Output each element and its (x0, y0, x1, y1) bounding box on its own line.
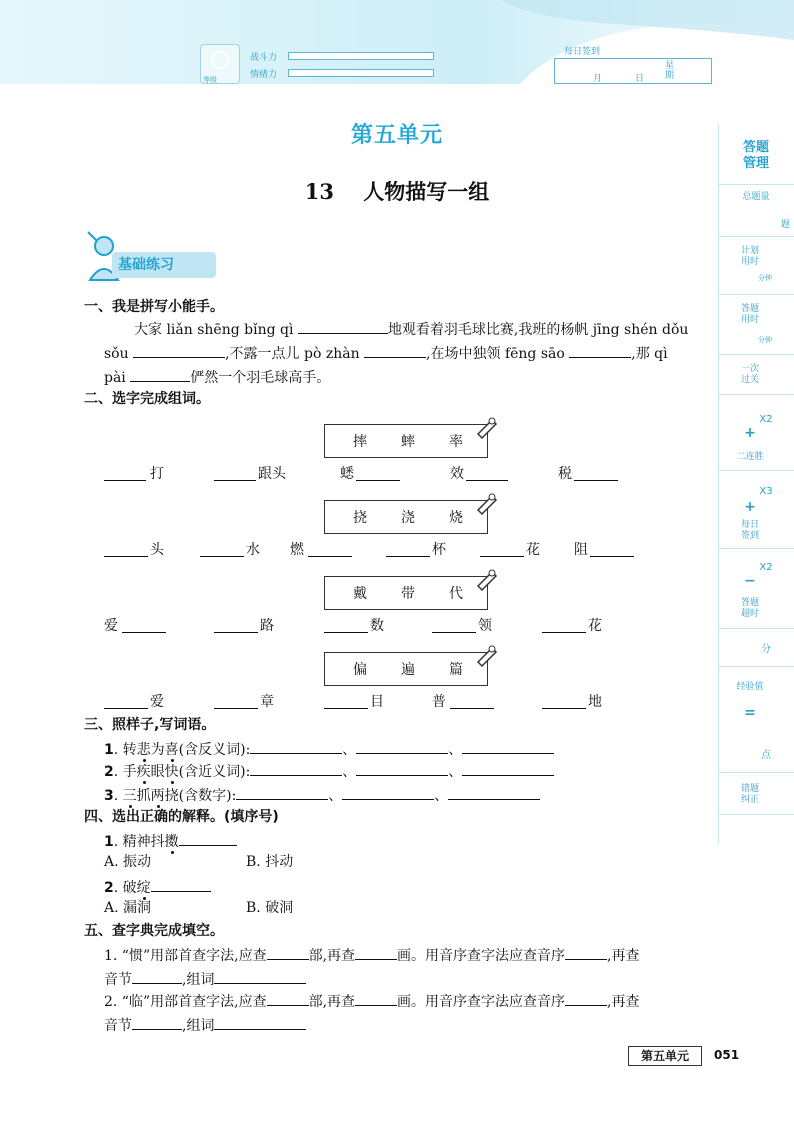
dotted-char: 擞 (164, 834, 179, 850)
q1-text: ,不露一点儿 pò zhàn (225, 346, 365, 362)
answer-blank[interactable] (364, 342, 426, 358)
word-char: 章 (260, 694, 274, 710)
word-char: 目 (370, 694, 384, 710)
separator: 、 (448, 764, 463, 780)
answer-blank[interactable] (450, 708, 494, 709)
answer-blank[interactable] (324, 708, 368, 709)
sidebar-label: 纠正 (740, 795, 759, 805)
answer-blank[interactable] (151, 876, 211, 892)
q4-item-1 (104, 830, 237, 852)
word-char: 燃 (290, 542, 304, 558)
answer-blank[interactable] (542, 632, 586, 633)
plus-icon: + (744, 499, 756, 515)
dotted-char: 三 (122, 788, 137, 804)
sidebar-label: 答题 (740, 304, 759, 314)
divider (718, 236, 794, 237)
q4-heading: 四、选出正确的解释。(填序号) (84, 809, 279, 825)
answer-blank[interactable] (298, 318, 388, 334)
q1-text: 地观看着羽毛球比赛,我班的杨帆 jīng shén dǒu (387, 322, 689, 338)
unit-label: 题 (780, 220, 790, 230)
q5-item-2-line-1 (104, 990, 639, 1012)
q5-item-1-line-2 (104, 968, 306, 990)
answer-blank[interactable] (200, 556, 244, 557)
equals-icon: = (744, 705, 756, 721)
q5-item-1-line-1 (104, 944, 639, 966)
answer-blank[interactable] (386, 556, 430, 557)
q5-text: 1. “惯”用部首查字法,应查 (104, 948, 267, 964)
answer-blank[interactable] (122, 632, 166, 633)
answer-management-sidebar (718, 124, 794, 824)
dotted-char: 绽 (136, 880, 151, 896)
word-char: 花 (588, 618, 602, 634)
char-choice-box (324, 652, 488, 686)
divider (718, 470, 794, 471)
dotted-char: 悲 (136, 742, 151, 758)
footer-unit-label: 第五单元 (628, 1046, 702, 1066)
word-char: 普 (432, 694, 446, 710)
item-number: 1 (104, 742, 114, 758)
dotted-char: 两 (150, 788, 165, 804)
q3-heading: 三、照样子,写词语。 (84, 717, 216, 733)
plus-icon: + (744, 425, 756, 441)
multiplier: X2 (759, 414, 773, 425)
word-char: 蟋 (340, 466, 354, 482)
sidebar-label: 签到 (740, 531, 759, 541)
lesson-number: 13 (304, 179, 334, 204)
q1-text: 大家 liǎn shēng bǐng qì (134, 322, 298, 338)
divider (718, 184, 794, 185)
char-choice-box (324, 500, 488, 534)
char-choice-box (324, 576, 488, 610)
q5-text: 部,再查 (308, 994, 356, 1010)
badge-label: 基础练习 (112, 252, 216, 278)
q3-item-2 (104, 760, 554, 782)
separator: 、 (434, 788, 449, 804)
q4-item-2 (104, 876, 211, 898)
q3-item-3 (104, 784, 540, 806)
q3-text: (含反义词): (178, 742, 251, 758)
choice-char: 烧 (449, 510, 463, 526)
q1-text: sǒu (104, 346, 134, 362)
unit-label: 分钟 (758, 274, 772, 282)
answer-blank[interactable] (565, 944, 607, 960)
sidebar-exp: 经验值 (736, 682, 764, 692)
sidebar-first-pass (712, 364, 788, 386)
answer-blank[interactable] (448, 784, 540, 800)
daily-sign-label: 每日签到 (564, 47, 601, 57)
answer-blank[interactable] (466, 480, 508, 481)
q3-item-1 (104, 738, 554, 760)
item-number: 3 (104, 788, 114, 804)
choice-char: 篇 (449, 662, 463, 678)
pencil-icon (474, 642, 500, 668)
char-choice-box (324, 424, 488, 458)
answer-blank[interactable] (179, 830, 237, 846)
answer-blank[interactable] (130, 366, 190, 382)
choice-char: 摔 (353, 434, 367, 450)
q4-option: A. 振动 (104, 854, 152, 870)
sidebar-two-streak: 二连胜 (736, 452, 764, 462)
divider (718, 666, 794, 667)
sidebar-label: 超时 (740, 609, 759, 619)
q1-text: ,那 qì (631, 346, 668, 362)
sidebar-total-questions: 总题量 (742, 192, 770, 202)
q5-text: 部,再查 (308, 948, 356, 964)
q3-text: 为 (150, 742, 165, 758)
section-badge (82, 228, 222, 286)
q3-text: . 手 (113, 764, 137, 780)
sidebar-label: 过关 (740, 375, 759, 385)
answer-blank[interactable] (356, 480, 400, 481)
sidebar-label: 用时 (740, 315, 759, 325)
answer-blank[interactable] (250, 760, 342, 776)
choice-char: 挠 (353, 510, 367, 526)
sidebar-label: 计划 (740, 246, 759, 256)
divider (718, 772, 794, 773)
item-number: 2 (104, 764, 114, 780)
answer-blank[interactable] (214, 708, 258, 709)
sidebar-label: 答题 (740, 598, 759, 608)
sidebar-label: 错题 (740, 784, 759, 794)
q2-heading: 二、选字完成组词。 (84, 391, 210, 407)
q5-text: ,组词 (182, 972, 215, 988)
pencil-icon (474, 414, 500, 440)
answer-blank[interactable] (132, 968, 182, 984)
word-char: 税 (558, 466, 572, 482)
multiplier: X3 (759, 486, 773, 497)
sidebar-daily-sign (712, 520, 788, 542)
divider (718, 294, 794, 295)
lesson-name: 人物描写一组 (363, 180, 490, 204)
q5-heading: 五、查字典完成填空。 (84, 923, 224, 939)
q3-text: . 转 (113, 742, 137, 758)
divider (718, 628, 794, 629)
answer-blank[interactable] (308, 556, 352, 557)
choice-char: 浇 (401, 510, 415, 526)
word-char: 杯 (432, 542, 446, 558)
q1-heading: 一、我是拼写小能手。 (84, 299, 224, 315)
answer-blank[interactable] (462, 760, 554, 776)
q5-text: 音节 (104, 1018, 132, 1034)
divider (718, 394, 794, 395)
sidebar-label: 每日 (740, 520, 759, 530)
answer-blank[interactable] (574, 480, 618, 481)
separator: 、 (328, 788, 343, 804)
word-char: 地 (588, 694, 602, 710)
unit-label: 点 (761, 750, 771, 761)
emotion-label: 情绪力 (250, 70, 278, 80)
emotion-bar (288, 69, 434, 77)
word-char: 花 (526, 542, 540, 558)
q5-text: ,再查 (607, 994, 640, 1010)
daily-sign-box[interactable] (554, 58, 712, 84)
q3-text: 挠(含数字): (164, 788, 237, 804)
word-char: 领 (478, 618, 492, 634)
q2-row-2 (0, 540, 794, 560)
answer-blank[interactable] (104, 708, 148, 709)
answer-blank[interactable] (250, 738, 342, 754)
q3-text: (含近义词): (178, 764, 251, 780)
sidebar-overtime (712, 598, 788, 620)
word-char: 头 (150, 542, 164, 558)
separator: 、 (342, 764, 357, 780)
q1-line-3 (104, 366, 330, 388)
choice-char: 率 (449, 434, 463, 450)
sidebar-title (718, 140, 794, 172)
q1-text: pài (104, 370, 131, 386)
choice-char: 遍 (401, 662, 415, 678)
unit-title: 第五单元 (350, 123, 443, 148)
dotted-char: 快 (164, 764, 179, 780)
answer-blank[interactable] (267, 990, 309, 1006)
q2-row-1 (0, 464, 794, 484)
item-number: 2 (104, 880, 114, 896)
separator: 、 (342, 742, 357, 758)
answer-blank[interactable] (236, 784, 328, 800)
sidebar-title-line: 答题 (742, 140, 769, 155)
word-char: 爱 (104, 618, 118, 634)
q4-option: B. 抖动 (246, 854, 294, 870)
q4-option: A. 漏洞 (104, 900, 152, 916)
lesson-title (0, 176, 794, 206)
multiplier: X2 (759, 562, 773, 573)
word-char: 爱 (150, 694, 164, 710)
item-number: 1 (104, 834, 114, 850)
sidebar-title-line: 管理 (742, 156, 769, 171)
answer-blank[interactable] (356, 738, 448, 754)
answer-blank[interactable] (104, 480, 146, 481)
unit-label: 分 (761, 644, 771, 655)
answer-blank[interactable] (214, 480, 256, 481)
sidebar-label: 一次 (740, 364, 759, 374)
choice-char: 蟀 (401, 434, 415, 450)
answer-blank[interactable] (590, 556, 634, 557)
word-char: 路 (260, 618, 274, 634)
unit-label: 分钟 (758, 336, 772, 344)
page-number: 051 (714, 1048, 740, 1062)
answer-blank[interactable] (480, 556, 524, 557)
q5-text: 画。用音序查字法应查音序 (397, 994, 566, 1010)
divider (718, 354, 794, 355)
choice-char: 带 (401, 586, 415, 602)
sidebar-error-correct (712, 784, 788, 806)
word-char: 效 (450, 466, 464, 482)
divider (718, 814, 794, 815)
answer-blank[interactable] (132, 1014, 182, 1030)
q1-line-1 (134, 318, 688, 340)
month-label: 月 (593, 74, 603, 84)
day-label: 日 (635, 74, 645, 84)
choice-char: 偏 (353, 662, 367, 678)
answer-blank[interactable] (432, 632, 476, 633)
q5-text: ,组词 (182, 1018, 215, 1034)
q5-item-2-line-2 (104, 1014, 306, 1036)
answer-blank[interactable] (267, 944, 309, 960)
answer-blank[interactable] (542, 708, 586, 709)
word-char: 打 (150, 466, 164, 482)
answer-blank[interactable] (324, 632, 368, 633)
answer-blank[interactable] (462, 738, 554, 754)
q1-line-2 (104, 342, 668, 364)
q5-text: 2. “临”用部首查字法,应查 (104, 994, 267, 1010)
answer-blank[interactable] (214, 632, 258, 633)
q3-text: . (113, 788, 123, 804)
pencil-icon (474, 566, 500, 592)
choice-char: 戴 (353, 586, 367, 602)
sidebar-border (718, 124, 719, 844)
answer-blank[interactable] (355, 990, 397, 1006)
answer-blank[interactable] (214, 968, 306, 984)
q5-text: ,再查 (607, 948, 640, 964)
answer-blank[interactable] (355, 944, 397, 960)
word-char: 数 (370, 618, 384, 634)
q4-text: . 破 (113, 880, 137, 896)
q4-option: B. 破洞 (246, 900, 294, 916)
q4-text: . 精神抖 (113, 834, 165, 850)
separator: 、 (448, 742, 463, 758)
divider (718, 548, 794, 549)
week-label: 星期 (665, 61, 675, 81)
choice-char: 代 (449, 586, 463, 602)
q3-text: 眼 (150, 764, 165, 780)
answer-blank[interactable] (133, 342, 225, 358)
q5-text: 音节 (104, 972, 132, 988)
fight-label: 战斗力 (250, 53, 278, 63)
answer-blank[interactable] (565, 990, 607, 1006)
word-char: 阻 (574, 542, 588, 558)
sidebar-label: 用时 (740, 257, 759, 267)
fight-bar (288, 52, 434, 60)
pencil-icon (474, 490, 500, 516)
answer-blank[interactable] (342, 784, 434, 800)
answer-blank[interactable] (356, 760, 448, 776)
dotted-char: 疾 (136, 764, 151, 780)
level-label: 等级 (203, 76, 217, 84)
word-char: 水 (246, 542, 260, 558)
avatar-icon (200, 44, 240, 84)
dotted-char: 喜 (164, 742, 179, 758)
q5-text: 画。用音序查字法应查音序 (397, 948, 566, 964)
q1-text: ,在场中独领 fēng sāo (426, 346, 570, 362)
q2-row-3 (0, 616, 794, 636)
q3-text: 抓 (136, 788, 151, 804)
sidebar-answer-time (712, 304, 788, 326)
word-char: 跟头 (258, 466, 286, 482)
q2-row-4 (0, 692, 794, 712)
minus-icon: − (744, 573, 756, 589)
sidebar-planned-time (712, 246, 788, 268)
answer-blank[interactable] (569, 342, 631, 358)
answer-blank[interactable] (214, 1014, 306, 1030)
q1-text: 俨然一个羽毛球高手。 (190, 370, 331, 386)
answer-blank[interactable] (104, 556, 148, 557)
